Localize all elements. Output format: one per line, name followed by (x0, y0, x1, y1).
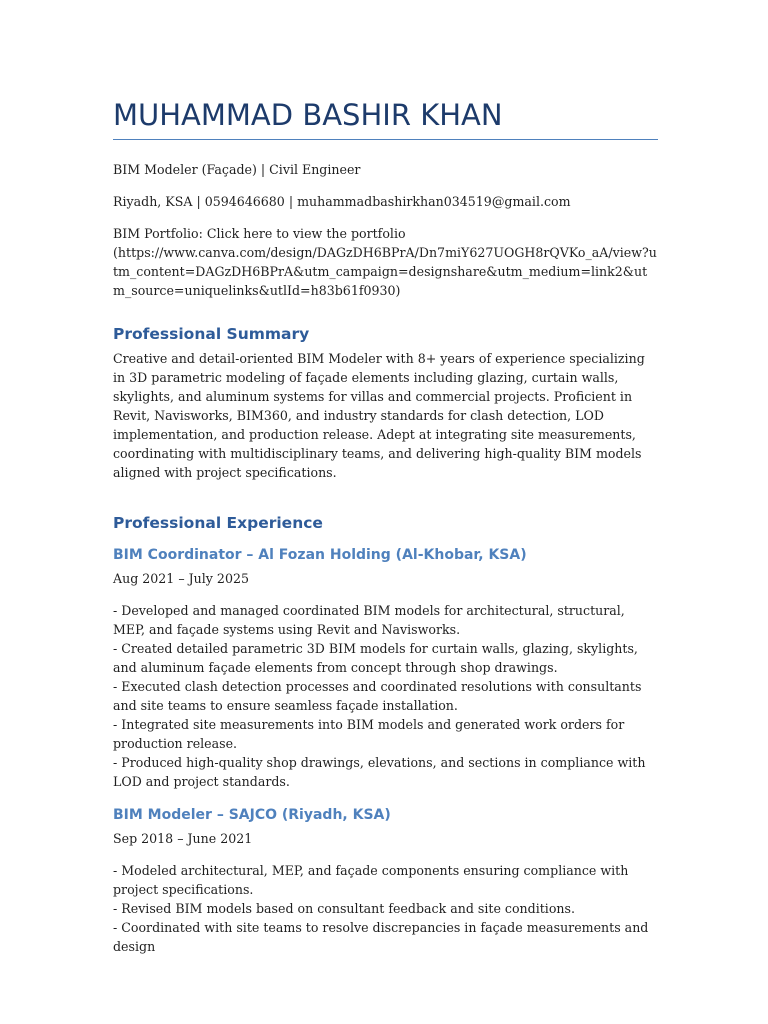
job-bullets (113, 601, 658, 791)
resume-page (113, 96, 658, 970)
summary-heading: Professional Summary (113, 325, 310, 343)
job-bullet: - Integrated site measurements into BIM models and generated work orders for production release. (113, 717, 625, 751)
summary-text: Creative and detail-oriented BIM Modeler with 8+ years of experience specializing in 3D parametric modeling of façade elements including glazing, curtain walls, skylights, and aluminum systems for villas and commercial projects. Proficient in Revit, Navisworks, BIM360, and industry standards for clash detection, LOD implementation, and production release. Adept at integrating site measurements, coordinating with multidisciplinary teams, and delivering high-quality BIM models aligned with project specifications. (113, 351, 645, 480)
candidate-name: MUHAMMAD BASHIR KHAN (113, 98, 503, 132)
headline: BIM Modeler (Façade) | Civil Engineer (113, 162, 361, 177)
experience-heading: Professional Experience (113, 514, 323, 532)
contact-line: Riyadh, KSA | 0594646680 | muhammadbashirkhan034519@gmail.com (113, 194, 571, 209)
job-bullet: - Created detailed parametric 3D BIM models for curtain walls, glazing, skylights, and aluminum façade elements from concept through shop drawings. (113, 641, 638, 675)
job-title: BIM Modeler – SAJCO (Riyadh, KSA) (113, 807, 391, 823)
job-bullets (113, 861, 658, 956)
job-bullet: - Executed clash detection processes and coordinated resolutions with consultants and site teams to ensure seamless façade installation. (113, 679, 642, 713)
job-bullet: - Coordinated with site teams to resolve discrepancies in façade measurements and design (113, 920, 649, 954)
job-bullet: - Revised BIM models based on consultant feedback and site conditions. (113, 901, 575, 916)
job-bullet: - Developed and managed coordinated BIM models for architectural, structural, MEP, and façade systems using Revit and Navisworks. (113, 603, 625, 637)
portfolio-url[interactable]: (https://www.canva.com/design/DAGzDH6BPrA/Dn7miY627UOGH8rQVKo_aA/view?utm_content=DAGzDH6BPrA&utm_campaign=designshare&utm_medium=link2&utm_source=uniquelinks&utlId=h83b61f0930) (113, 245, 657, 298)
job-title: BIM Coordinator – Al Fozan Holding (Al-Khobar, KSA) (113, 547, 527, 563)
job-bullet: - Modeled architectural, MEP, and façade components ensuring compliance with project specifications. (113, 863, 629, 897)
job-dates: Aug 2021 – July 2025 (113, 571, 249, 586)
portfolio-block (113, 224, 658, 300)
portfolio-link-text[interactable]: BIM Portfolio: Click here to view the portfolio (113, 226, 406, 241)
job-dates: Sep 2018 – June 2021 (113, 831, 253, 846)
name-underline-divider (113, 139, 658, 140)
job-bullet: - Produced high-quality shop drawings, elevations, and sections in compliance with LOD and project standards. (113, 755, 646, 789)
job-entry (113, 545, 658, 791)
job-entry (113, 805, 658, 956)
